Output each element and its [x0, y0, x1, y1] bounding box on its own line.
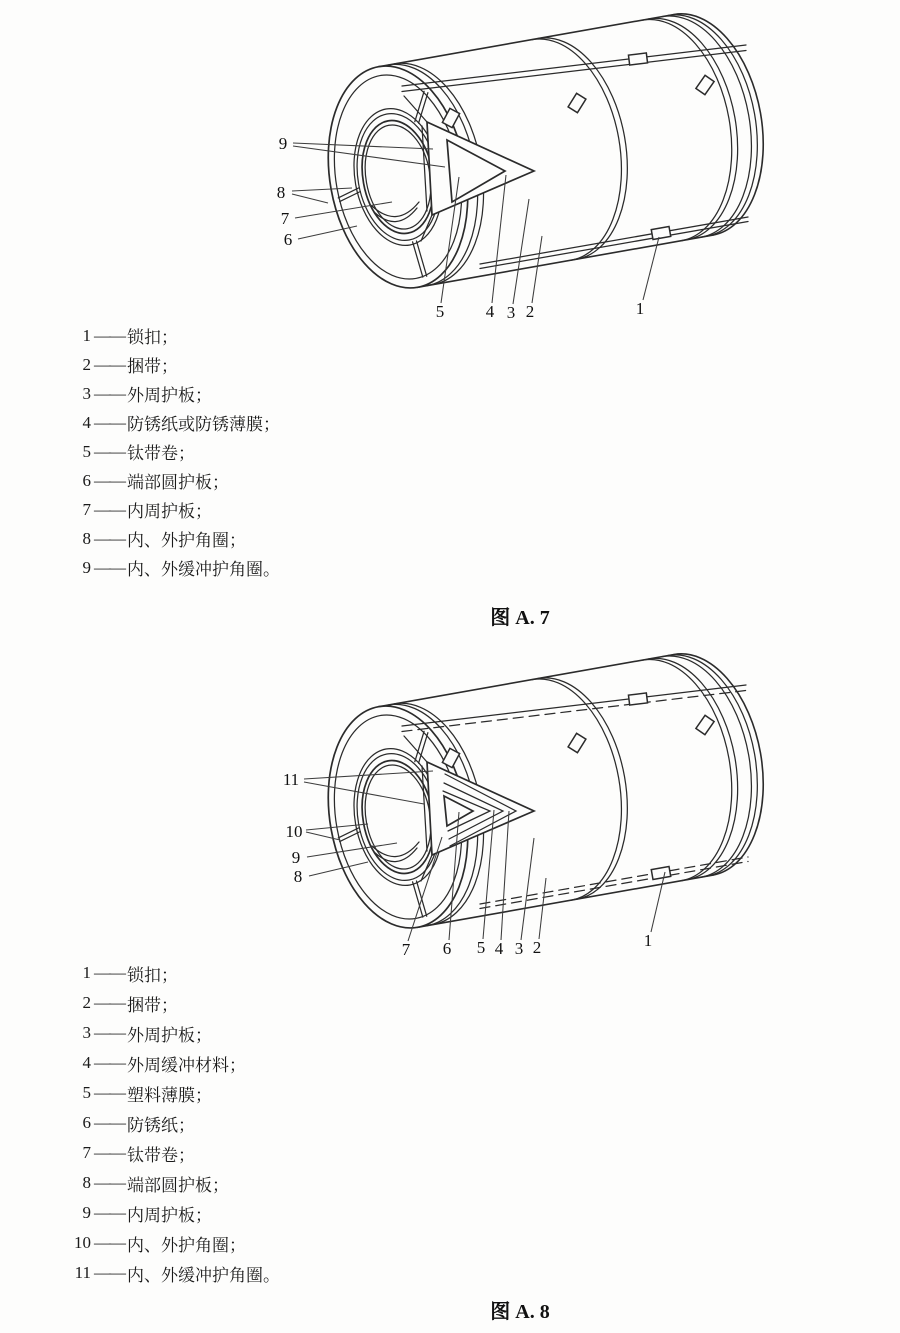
legend-num: 6 — [82, 1113, 91, 1132]
leader-line — [521, 838, 534, 940]
buckle — [651, 867, 670, 880]
legend-num: 3 — [82, 1023, 91, 1042]
legend-dash: —— — [94, 1203, 124, 1222]
legend-label: 内、外缓冲护角圈。 — [127, 560, 280, 579]
callout-4: 4 — [494, 939, 504, 958]
legend-dash: —— — [94, 325, 124, 345]
callout-5: 5 — [476, 938, 486, 957]
legend-dash: —— — [94, 1173, 124, 1192]
legend-row — [60, 1108, 280, 1138]
callout-2: 2 — [532, 938, 542, 957]
legend-num: 4 — [82, 1053, 91, 1072]
leader-line — [651, 872, 665, 932]
legend-dash: —— — [94, 528, 124, 548]
legend-row — [60, 350, 280, 379]
legend-num: 2 — [82, 993, 91, 1012]
legend-dash: —— — [94, 470, 124, 490]
leader-line — [532, 236, 542, 303]
leader-line — [492, 175, 506, 303]
legend-label: 内、外护角圈； — [127, 531, 246, 550]
legend-num: 4 — [82, 412, 91, 432]
legend-num: 10 — [74, 1233, 91, 1252]
legend-label: 锁扣； — [127, 328, 178, 347]
legend-num: 6 — [82, 470, 91, 490]
legend-num: 5 — [82, 441, 91, 461]
callout-8: 8 — [293, 867, 303, 886]
legend-row — [60, 1018, 280, 1048]
legend-label: 外周护板； — [127, 386, 212, 405]
callout-11: 11 — [282, 770, 300, 789]
legend-label: 内周护板； — [127, 1205, 212, 1225]
figure-a8-caption: 图 A. 8 — [490, 1301, 550, 1323]
legend-row — [60, 321, 280, 350]
legend-label: 钛带卷； — [127, 444, 195, 463]
callout-1: 1 — [643, 931, 653, 950]
buckle — [628, 53, 647, 65]
legend-label: 外周护板； — [127, 1025, 212, 1045]
legend-dash: —— — [94, 993, 124, 1012]
legend-dash: —— — [94, 1143, 124, 1162]
legend-dash: —— — [94, 1113, 124, 1132]
legend-dash: —— — [94, 1023, 124, 1042]
legend-dash: —— — [94, 441, 124, 461]
callout-1: 1 — [635, 299, 645, 318]
legend-row — [60, 437, 280, 466]
legend-num: 7 — [82, 1143, 91, 1162]
callout-4: 4 — [485, 302, 495, 321]
legend-row — [60, 408, 280, 437]
legend-label: 内、外缓冲护角圈。 — [127, 1265, 280, 1285]
legend-row — [60, 958, 280, 988]
legend-num: 2 — [82, 354, 91, 374]
legend-num: 8 — [82, 1173, 91, 1192]
legend-dash: —— — [94, 354, 124, 374]
legend-label: 塑料薄膜； — [127, 1085, 212, 1105]
legend-dash: —— — [94, 1263, 124, 1282]
legend-row — [60, 379, 280, 408]
legend-row — [60, 1138, 280, 1168]
legend-label: 端部圆护板； — [127, 1175, 229, 1195]
legend-dash: —— — [94, 1083, 124, 1102]
legend-row — [60, 1048, 280, 1078]
callout-5: 5 — [435, 302, 445, 321]
callout-9: 9 — [278, 134, 288, 153]
legend-row — [60, 466, 280, 495]
callout-9: 9 — [291, 848, 301, 867]
legend-num: 8 — [82, 528, 91, 548]
callout-2: 2 — [525, 302, 535, 321]
callout-7: 7 — [401, 940, 411, 959]
legend-row — [60, 1198, 280, 1228]
legend-row — [60, 1078, 280, 1108]
figure-a8-diagram — [255, 645, 775, 975]
legend-num: 7 — [82, 499, 91, 519]
leader-line — [513, 199, 529, 304]
callout-3: 3 — [506, 303, 516, 322]
callout-7: 7 — [280, 209, 290, 228]
leader-line — [292, 194, 328, 203]
legend-row — [60, 1228, 280, 1258]
legend-num: 3 — [82, 383, 91, 403]
legend-a7 — [60, 321, 280, 582]
legend-num: 9 — [82, 557, 91, 577]
legend-num: 1 — [82, 963, 91, 982]
legend-row — [60, 524, 280, 553]
legend-label: 外周缓冲材料； — [127, 1055, 246, 1075]
buckle — [651, 227, 670, 240]
legend-label: 防锈纸或防锈薄膜； — [127, 415, 280, 434]
legend-dash: —— — [94, 557, 124, 577]
leader-line — [539, 878, 546, 939]
legend-label: 端部圆护板； — [127, 473, 229, 492]
legend-label: 内、外护角圈； — [127, 1235, 246, 1255]
legend-label: 锁扣； — [127, 965, 178, 985]
legend-label: 捆带； — [127, 357, 178, 376]
legend-dash: —— — [94, 1053, 124, 1072]
callout-6: 6 — [442, 939, 452, 958]
callout-10: 10 — [285, 822, 303, 841]
legend-row — [60, 553, 280, 582]
legend-num: 11 — [74, 1263, 91, 1282]
callout-6: 6 — [283, 230, 293, 249]
figure-a7-caption: 图 A. 7 — [490, 607, 550, 629]
buckle — [628, 693, 647, 705]
figure-a7-diagram — [255, 5, 775, 335]
callout-3: 3 — [514, 939, 524, 958]
legend-dash: —— — [94, 963, 124, 982]
legend-label: 钛带卷； — [127, 1145, 195, 1165]
legend-label: 内周护板； — [127, 502, 212, 521]
legend-num: 1 — [82, 325, 91, 345]
legend-label: 捆带； — [127, 995, 178, 1015]
callout-8: 8 — [276, 183, 286, 202]
legend-dash: —— — [94, 1233, 124, 1252]
legend-row — [60, 1258, 280, 1288]
legend-row — [60, 1168, 280, 1198]
legend-num: 9 — [82, 1203, 91, 1222]
legend-label: 防锈纸； — [127, 1115, 195, 1135]
legend-row — [60, 988, 280, 1018]
leader-line — [501, 811, 509, 940]
legend-dash: —— — [94, 412, 124, 432]
legend-a8 — [60, 958, 280, 1288]
legend-row — [60, 495, 280, 524]
legend-num: 5 — [82, 1083, 91, 1102]
legend-dash: —— — [94, 499, 124, 519]
legend-dash: —— — [94, 383, 124, 403]
